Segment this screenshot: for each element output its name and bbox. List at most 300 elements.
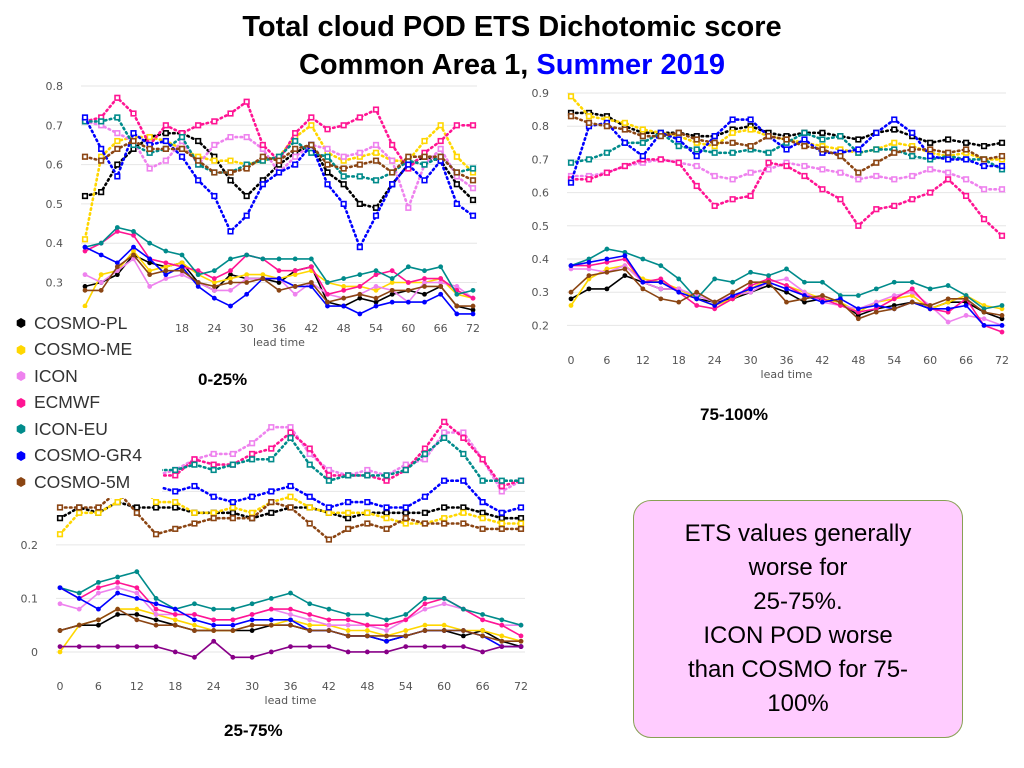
data-point bbox=[99, 280, 104, 285]
x-tick-label: 18 bbox=[671, 354, 686, 367]
data-point bbox=[180, 135, 185, 140]
data-point bbox=[946, 320, 951, 325]
data-point bbox=[115, 139, 120, 144]
data-point bbox=[892, 117, 897, 122]
data-point bbox=[231, 516, 236, 521]
x-tick-label: 36 bbox=[779, 354, 794, 367]
data-point bbox=[196, 139, 201, 144]
x-tick-label: 0 bbox=[567, 354, 575, 367]
data-point bbox=[838, 134, 843, 139]
data-point bbox=[83, 115, 88, 120]
data-point bbox=[471, 288, 476, 293]
data-point bbox=[154, 644, 159, 649]
data-point bbox=[519, 639, 524, 644]
callout-line: 100% bbox=[767, 690, 829, 717]
data-point bbox=[269, 596, 274, 601]
data-point bbox=[244, 194, 249, 199]
data-point bbox=[341, 202, 346, 207]
data-point bbox=[471, 296, 476, 301]
data-point bbox=[712, 277, 717, 282]
data-point bbox=[115, 580, 120, 585]
data-point bbox=[730, 290, 735, 295]
data-point bbox=[211, 623, 216, 628]
y-tick-label: 0.6 bbox=[531, 186, 549, 200]
data-point bbox=[134, 596, 139, 601]
data-point bbox=[641, 154, 646, 159]
data-point bbox=[288, 644, 293, 649]
data-point bbox=[403, 516, 408, 521]
data-point bbox=[928, 286, 933, 291]
data-point bbox=[838, 170, 843, 175]
data-point bbox=[390, 276, 395, 281]
data-point bbox=[173, 527, 178, 532]
hexagon-marker bbox=[17, 451, 26, 461]
data-point bbox=[244, 253, 249, 258]
data-point bbox=[307, 617, 312, 622]
data-point bbox=[346, 527, 351, 532]
data-point bbox=[676, 300, 681, 305]
data-point bbox=[442, 521, 447, 526]
data-point bbox=[712, 300, 717, 305]
data-point bbox=[461, 628, 466, 633]
data-point bbox=[374, 284, 379, 289]
data-point bbox=[341, 304, 346, 309]
data-point bbox=[499, 511, 504, 516]
data-point bbox=[892, 204, 897, 209]
data-point bbox=[569, 303, 574, 308]
data-point bbox=[910, 131, 915, 136]
data-point bbox=[461, 452, 466, 457]
data-point bbox=[58, 532, 63, 537]
data-point bbox=[499, 617, 504, 622]
data-point bbox=[676, 131, 681, 136]
data-point bbox=[77, 505, 82, 510]
data-point bbox=[499, 489, 504, 494]
x-tick-label: 18 bbox=[168, 680, 183, 693]
callout-text bbox=[673, 517, 924, 721]
data-point bbox=[784, 164, 789, 169]
data-point bbox=[694, 154, 699, 159]
data-point bbox=[641, 141, 646, 146]
y-tick-label: 0.7 bbox=[531, 153, 549, 167]
data-point bbox=[164, 123, 169, 128]
data-point bbox=[230, 607, 235, 612]
x-tick-label: 72 bbox=[514, 680, 528, 693]
data-point bbox=[309, 143, 314, 148]
data-point bbox=[341, 276, 346, 281]
data-point bbox=[587, 260, 592, 265]
data-point bbox=[212, 276, 217, 281]
x-tick-label: 66 bbox=[475, 680, 490, 693]
data-point bbox=[442, 644, 447, 649]
data-point bbox=[423, 601, 428, 606]
data-point bbox=[163, 268, 168, 273]
legend-item bbox=[12, 469, 162, 496]
x-tick-label: 48 bbox=[851, 354, 866, 367]
data-point bbox=[802, 144, 807, 149]
data-point bbox=[605, 124, 610, 129]
data-point bbox=[892, 141, 897, 146]
data-point bbox=[820, 137, 825, 142]
data-point bbox=[374, 268, 379, 273]
data-point bbox=[390, 288, 395, 293]
data-point bbox=[154, 500, 159, 505]
data-point bbox=[288, 591, 293, 596]
data-point bbox=[480, 500, 485, 505]
data-point bbox=[499, 623, 504, 628]
data-point bbox=[309, 115, 314, 120]
data-point bbox=[327, 478, 332, 483]
data-point bbox=[293, 147, 298, 152]
data-point bbox=[293, 154, 298, 159]
data-point bbox=[77, 511, 82, 516]
data-point bbox=[131, 139, 136, 144]
data-point bbox=[147, 135, 152, 140]
data-point bbox=[228, 268, 233, 273]
data-point bbox=[231, 462, 236, 467]
data-point bbox=[480, 628, 485, 633]
x-tick-label: 36 bbox=[283, 680, 298, 693]
data-point bbox=[211, 607, 216, 612]
data-point bbox=[327, 617, 332, 622]
data-point bbox=[1000, 330, 1005, 335]
data-point bbox=[365, 612, 370, 617]
data-point bbox=[946, 296, 951, 301]
data-point bbox=[442, 430, 447, 435]
data-point bbox=[1000, 164, 1005, 169]
data-point bbox=[212, 158, 217, 163]
series-line bbox=[85, 125, 473, 239]
data-point bbox=[230, 623, 235, 628]
data-point bbox=[115, 147, 120, 152]
x-tick-label: 6 bbox=[94, 680, 102, 693]
data-point bbox=[250, 655, 255, 660]
data-point bbox=[374, 178, 379, 183]
series-line bbox=[85, 117, 473, 247]
data-point bbox=[173, 468, 178, 473]
data-point bbox=[357, 312, 362, 317]
data-point bbox=[1000, 187, 1005, 192]
data-point bbox=[928, 147, 933, 152]
data-point bbox=[982, 157, 987, 162]
x-tick-label: 42 bbox=[304, 322, 319, 335]
y-tick-label: 0.2 bbox=[20, 538, 38, 552]
data-point bbox=[569, 290, 574, 295]
data-point bbox=[211, 468, 216, 473]
data-point bbox=[640, 257, 645, 262]
data-point bbox=[946, 306, 951, 311]
title-line-2-text: Common Area 1, bbox=[298, 49, 529, 81]
data-point bbox=[346, 617, 351, 622]
data-point bbox=[658, 134, 663, 139]
hexagon-marker bbox=[17, 424, 26, 434]
data-point bbox=[461, 644, 466, 649]
data-point bbox=[307, 623, 312, 628]
data-point bbox=[192, 617, 197, 622]
data-point bbox=[96, 591, 101, 596]
y-tick-label: 0.7 bbox=[45, 119, 63, 133]
data-point bbox=[134, 644, 139, 649]
page-title bbox=[0, 8, 1024, 84]
data-point bbox=[173, 650, 178, 655]
y-tick-label: 0.1 bbox=[20, 592, 38, 606]
data-point bbox=[327, 628, 332, 633]
data-point bbox=[605, 270, 610, 275]
data-point bbox=[325, 162, 330, 167]
data-point bbox=[357, 284, 362, 289]
data-point bbox=[694, 290, 699, 295]
data-point bbox=[423, 521, 428, 526]
data-point bbox=[519, 505, 524, 510]
data-point bbox=[1000, 323, 1005, 328]
data-point bbox=[519, 644, 524, 649]
data-point bbox=[820, 293, 825, 298]
data-point bbox=[964, 194, 969, 199]
data-point bbox=[730, 177, 735, 182]
data-point bbox=[164, 147, 169, 152]
data-point bbox=[384, 473, 389, 478]
data-point bbox=[288, 436, 293, 441]
hexagon-marker bbox=[17, 345, 26, 355]
data-point bbox=[244, 280, 249, 285]
x-tick-label: 12 bbox=[635, 354, 650, 367]
hexagon-marker bbox=[17, 318, 26, 328]
data-point bbox=[390, 170, 395, 175]
data-point bbox=[77, 596, 82, 601]
data-point bbox=[480, 527, 485, 532]
data-point bbox=[640, 280, 645, 285]
data-point bbox=[154, 532, 159, 537]
data-point bbox=[250, 511, 255, 516]
hexagon-icon bbox=[16, 477, 26, 487]
data-point bbox=[438, 147, 443, 152]
data-point bbox=[269, 511, 274, 516]
data-point bbox=[384, 516, 389, 521]
data-point bbox=[192, 462, 197, 467]
data-point bbox=[438, 264, 443, 269]
data-point bbox=[390, 300, 395, 305]
data-point bbox=[874, 174, 879, 179]
data-point bbox=[346, 511, 351, 516]
data-point bbox=[455, 202, 460, 207]
data-point bbox=[147, 166, 152, 171]
data-point bbox=[147, 272, 152, 277]
data-point bbox=[802, 137, 807, 142]
data-point bbox=[982, 187, 987, 192]
data-point bbox=[358, 115, 363, 120]
data-point bbox=[341, 166, 346, 171]
data-point bbox=[946, 137, 951, 142]
data-point bbox=[587, 157, 592, 162]
data-point bbox=[730, 141, 735, 146]
hexagon-marker bbox=[17, 371, 26, 381]
data-point bbox=[403, 644, 408, 649]
series-line bbox=[571, 266, 1002, 326]
data-point bbox=[269, 446, 274, 451]
data-point bbox=[269, 457, 274, 462]
data-point bbox=[982, 164, 987, 169]
data-point bbox=[307, 644, 312, 649]
data-point bbox=[96, 617, 101, 622]
data-point bbox=[442, 505, 447, 510]
data-point bbox=[676, 290, 681, 295]
data-point bbox=[269, 489, 274, 494]
data-point bbox=[58, 516, 63, 521]
data-point bbox=[964, 141, 969, 146]
data-point bbox=[587, 273, 592, 278]
data-point bbox=[676, 144, 681, 149]
data-point bbox=[244, 213, 249, 218]
data-point bbox=[250, 457, 255, 462]
series-line bbox=[60, 641, 521, 657]
data-point bbox=[250, 516, 255, 521]
data-point bbox=[277, 288, 282, 293]
data-point bbox=[115, 585, 120, 590]
data-point bbox=[422, 292, 427, 297]
data-point bbox=[694, 147, 699, 152]
x-tick-label: 0 bbox=[56, 680, 64, 693]
data-point bbox=[164, 158, 169, 163]
data-point bbox=[325, 292, 330, 297]
data-point bbox=[99, 119, 104, 124]
data-point bbox=[928, 190, 933, 195]
data-point bbox=[115, 225, 120, 230]
data-point bbox=[480, 516, 485, 521]
data-point bbox=[192, 484, 197, 489]
data-point bbox=[192, 601, 197, 606]
callout-line: ICON POD worse bbox=[703, 622, 893, 649]
data-point bbox=[910, 174, 915, 179]
data-point bbox=[694, 137, 699, 142]
data-point bbox=[277, 276, 282, 281]
data-point bbox=[856, 170, 861, 175]
x-axis-label: lead time bbox=[253, 336, 305, 349]
data-point bbox=[766, 150, 771, 155]
data-point bbox=[228, 111, 233, 116]
hexagon-icon bbox=[16, 318, 26, 328]
data-point bbox=[658, 280, 663, 285]
data-point bbox=[856, 177, 861, 182]
data-point bbox=[346, 500, 351, 505]
data-point bbox=[212, 296, 217, 301]
hexagon-icon bbox=[16, 345, 26, 355]
data-point bbox=[277, 170, 282, 175]
data-point bbox=[892, 127, 897, 132]
data-point bbox=[569, 94, 574, 99]
data-point bbox=[712, 204, 717, 209]
data-point bbox=[58, 585, 63, 590]
data-point bbox=[423, 623, 428, 628]
data-point bbox=[277, 257, 282, 262]
data-point bbox=[384, 623, 389, 628]
data-point bbox=[115, 115, 120, 120]
data-point bbox=[358, 174, 363, 179]
data-point bbox=[928, 167, 933, 172]
data-point bbox=[228, 135, 233, 140]
data-point bbox=[384, 478, 389, 483]
data-point bbox=[874, 310, 879, 315]
data-point bbox=[115, 162, 120, 167]
data-point bbox=[180, 154, 185, 159]
data-point bbox=[180, 253, 185, 258]
data-point bbox=[327, 505, 332, 510]
callout-line: than COSMO for 75- bbox=[687, 656, 909, 683]
data-point bbox=[288, 612, 293, 617]
data-point bbox=[442, 436, 447, 441]
data-point bbox=[99, 147, 104, 152]
data-point bbox=[77, 623, 82, 628]
data-point bbox=[131, 253, 136, 258]
data-point bbox=[365, 633, 370, 638]
data-point bbox=[307, 612, 312, 617]
x-tick-label: 30 bbox=[239, 322, 254, 335]
data-point bbox=[964, 157, 969, 162]
data-point bbox=[293, 162, 298, 167]
series-ets-icon bbox=[569, 263, 1005, 328]
data-point bbox=[784, 137, 789, 142]
data-point bbox=[856, 306, 861, 311]
data-point bbox=[231, 452, 236, 457]
data-point bbox=[277, 268, 282, 273]
hexagon-marker bbox=[17, 398, 26, 408]
legend-label: COSMO-GR4 bbox=[34, 445, 142, 466]
data-point bbox=[327, 473, 332, 478]
data-point bbox=[838, 197, 843, 202]
legend-item bbox=[12, 310, 162, 337]
data-point bbox=[341, 182, 346, 187]
data-point bbox=[946, 150, 951, 155]
series-pod-cosmo-me bbox=[83, 123, 476, 242]
data-point bbox=[946, 157, 951, 162]
data-point bbox=[96, 607, 101, 612]
data-point bbox=[365, 521, 370, 526]
data-point bbox=[134, 569, 139, 574]
data-point bbox=[77, 644, 82, 649]
data-point bbox=[228, 288, 233, 293]
data-point bbox=[748, 117, 753, 122]
data-point bbox=[403, 617, 408, 622]
data-point bbox=[244, 135, 249, 140]
data-point bbox=[766, 134, 771, 139]
data-point bbox=[115, 174, 120, 179]
data-point bbox=[211, 628, 216, 633]
data-point bbox=[856, 137, 861, 142]
data-point bbox=[423, 446, 428, 451]
data-point bbox=[422, 162, 427, 167]
data-point bbox=[99, 288, 104, 293]
data-point bbox=[406, 206, 411, 211]
data-point bbox=[374, 158, 379, 163]
data-point bbox=[641, 127, 646, 132]
data-point bbox=[173, 500, 178, 505]
data-point bbox=[288, 607, 293, 612]
data-point bbox=[748, 286, 753, 291]
data-point bbox=[211, 511, 216, 516]
data-point bbox=[471, 166, 476, 171]
data-point bbox=[423, 511, 428, 516]
data-point bbox=[422, 268, 427, 273]
data-point bbox=[910, 300, 915, 305]
data-point bbox=[569, 296, 574, 301]
data-point bbox=[892, 306, 897, 311]
data-point bbox=[748, 194, 753, 199]
chart-svg bbox=[510, 84, 1020, 394]
data-point bbox=[406, 300, 411, 305]
data-point bbox=[325, 170, 330, 175]
data-point bbox=[307, 601, 312, 606]
data-point bbox=[134, 612, 139, 617]
data-point bbox=[519, 623, 524, 628]
